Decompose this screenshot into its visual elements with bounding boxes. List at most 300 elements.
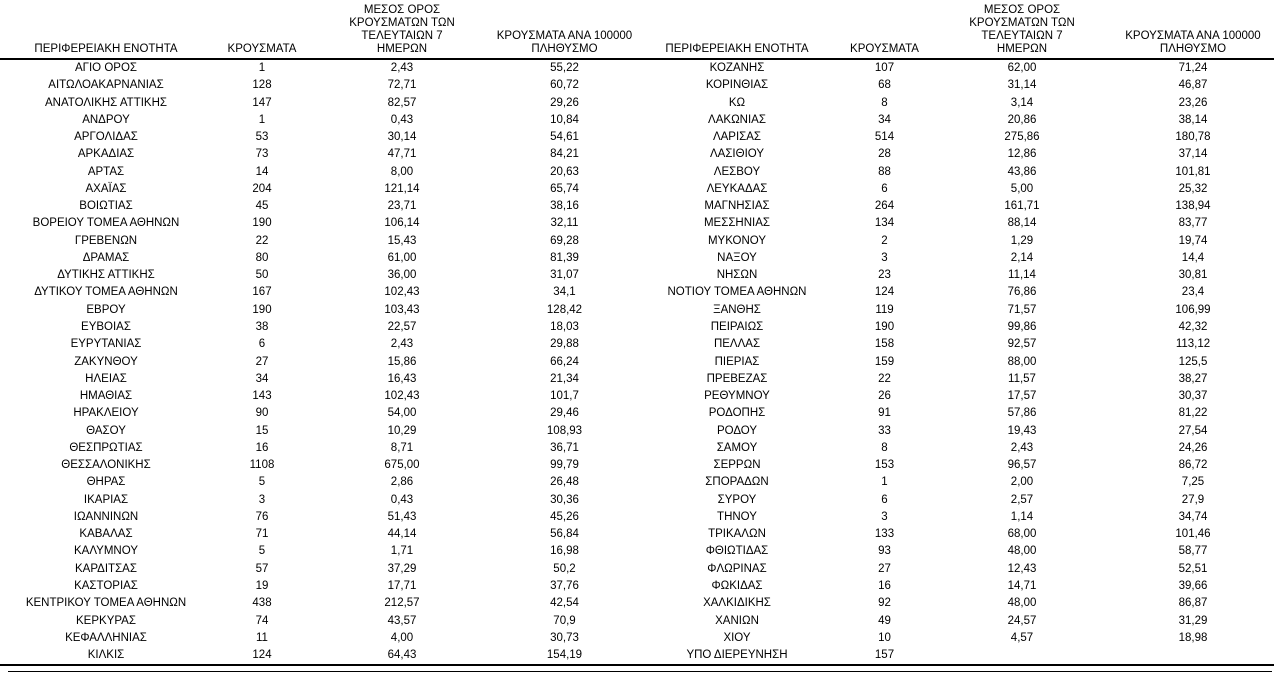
per100k-cell: 71,24 (1178, 62, 1208, 74)
avg7-cell: 2,14 (1010, 251, 1034, 264)
region-cell: ΤΗΝΟΥ (717, 510, 757, 523)
region-cell: ΧΑΛΚΙΔΙΚΗΣ (703, 597, 771, 610)
table-row (637, 164, 1274, 181)
cases-cell: 19 (255, 579, 269, 592)
avg7-cell: 30,14 (387, 131, 417, 144)
avg7-cell: 44,14 (387, 528, 417, 541)
region-cell: ΘΑΣΟΥ (86, 424, 126, 437)
per100k-cell: 24,26 (1178, 441, 1208, 454)
cases-cell: 93 (878, 545, 891, 558)
table-row (0, 302, 637, 319)
table-row (0, 578, 637, 595)
table-row (0, 336, 637, 353)
region-cell: ΖΑΚΥΝΘΟΥ (74, 355, 138, 368)
regional-cases-table-right (637, 4, 1274, 666)
cases-cell: 50 (255, 269, 269, 282)
table-row (637, 181, 1274, 198)
table-row (0, 423, 637, 440)
per100k-cell: 23,26 (1178, 96, 1208, 109)
avg7-cell: 36,00 (387, 269, 417, 282)
per100k-cell: 7,25 (1181, 476, 1205, 489)
table-row (637, 492, 1274, 509)
region-cell: ΛΕΥΚΑΔΑΣ (706, 182, 768, 195)
per100k-cell: 106,99 (1175, 303, 1211, 316)
cases-cell: 124 (252, 649, 272, 662)
avg7-cell: 103,43 (384, 303, 420, 316)
region-cell: ΔΥΤΙΚΗΣ ΑΤΤΙΚΗΣ (57, 269, 155, 282)
avg7-cell: 71,57 (1007, 303, 1037, 316)
cases-cell: 5 (258, 545, 266, 558)
per100k-cell: 58,77 (1178, 545, 1208, 558)
per100k-cell: 86,72 (1178, 459, 1208, 472)
column-header-cases: ΚΡΟΥΣΜΑΤΑ (212, 4, 312, 59)
table-row (637, 146, 1274, 163)
cases-cell: 88 (878, 165, 891, 178)
avg7-cell: 72,71 (387, 79, 417, 92)
cases-cell: 10 (878, 631, 891, 644)
avg7-cell: 23,71 (387, 200, 417, 213)
table-row (0, 95, 637, 112)
avg7-cell: 14,71 (1007, 579, 1037, 592)
region-cell: ΚΑΣΤΟΡΙΑΣ (74, 579, 138, 592)
table-row (0, 630, 637, 647)
header-row (637, 4, 1274, 59)
table-header (637, 4, 1274, 59)
per100k-cell: 101,7 (550, 390, 579, 403)
per100k-cell: 29,26 (550, 96, 579, 109)
cases-cell: 134 (874, 217, 895, 230)
cases-cell: 190 (252, 303, 272, 316)
per100k-cell: 52,51 (1178, 562, 1208, 575)
avg7-cell: 12,86 (1007, 148, 1037, 161)
per100k-cell: 56,84 (550, 528, 579, 541)
table-body-right (637, 59, 1274, 665)
per100k-cell: 26,48 (550, 476, 579, 489)
region-cell: ΘΗΡΑΣ (86, 476, 126, 489)
table-row (637, 250, 1274, 267)
per100k-cell: 83,77 (1178, 217, 1208, 230)
region-cell: ΔΥΤΙΚΟΥ ΤΟΜΕΑ ΑΘΗΝΩΝ (34, 286, 178, 299)
per100k-cell: 30,73 (550, 631, 579, 644)
avg7-cell: 102,43 (384, 286, 420, 299)
region-cell: ΚΕΝΤΡΙΚΟΥ ΤΟΜΕΑ ΑΘΗΝΩΝ (25, 597, 187, 610)
avg7-cell: 2,00 (1010, 476, 1034, 489)
per100k-cell: 125,5 (1178, 355, 1208, 368)
avg7-cell: 64,43 (387, 649, 417, 662)
per100k-cell: 23,4 (1181, 286, 1205, 299)
table-row (637, 578, 1274, 595)
cases-cell: 514 (874, 131, 895, 144)
avg7-cell: 37,29 (387, 562, 417, 575)
table-row (637, 354, 1274, 371)
table-row (0, 164, 637, 181)
avg7-cell: 5,00 (1010, 182, 1034, 195)
avg7-cell: 161,71 (1004, 200, 1040, 213)
table-row (637, 543, 1274, 560)
column-header-avg7: ΜΕΣΟΣ ΟΡΟΣ ΚΡΟΥΣΜΑΤΩΝ ΤΩΝ ΤΕΛΕΥΤΑΙΩΝ 7 ΗΜΕΡΩΝ (312, 4, 492, 59)
table-row (637, 405, 1274, 422)
table-row (0, 233, 637, 250)
per100k-cell: 54,61 (550, 131, 579, 144)
table-row (637, 388, 1274, 405)
table-body-left (0, 59, 637, 665)
column-header-cases: ΚΡΟΥΣΜΑΤΑ (837, 4, 932, 59)
region-cell: ΚΕΦΑΛΛΗΝΙΑΣ (65, 631, 147, 644)
region-cell: ΣΕΡΡΩΝ (713, 459, 761, 472)
region-cell: ΡΟΔΟΠΗΣ (708, 407, 766, 420)
region-cell: ΡΟΔΟΥ (716, 424, 758, 437)
cases-cell: 57 (255, 562, 269, 575)
region-cell: ΑΡΓΟΛΙΔΑΣ (74, 131, 138, 144)
cases-cell: 2 (881, 234, 888, 247)
per100k-cell: 20,63 (550, 165, 579, 178)
cases-cell: 153 (874, 459, 895, 472)
table-row (0, 354, 637, 371)
cases-cell: 8 (881, 441, 888, 454)
cases-cell: 157 (874, 649, 895, 662)
region-cell: ΞΑΝΘΗΣ (713, 303, 761, 316)
cases-cell: 68 (878, 79, 891, 92)
avg7-cell: 57,86 (1007, 407, 1037, 420)
per100k-cell: 32,11 (550, 217, 579, 230)
per100k-cell: 25,32 (1178, 182, 1208, 195)
per100k-cell: 66,24 (550, 355, 579, 368)
avg7-cell: 102,43 (384, 390, 420, 403)
table-row (0, 647, 637, 665)
avg7-cell: 82,57 (387, 96, 417, 109)
region-cell: ΠΙΕΡΙΑΣ (714, 355, 760, 368)
avg7-cell: 106,14 (384, 217, 420, 230)
cases-cell: 49 (878, 614, 891, 627)
per100k-cell: 38,27 (1178, 372, 1208, 385)
region-cell: ΜΕΣΣΗΝΙΑΣ (703, 217, 771, 230)
avg7-cell: 48,00 (1007, 545, 1037, 558)
avg7-cell: 11,57 (1008, 372, 1036, 385)
cases-cell: 22 (255, 234, 269, 247)
cases-cell: 23 (878, 269, 891, 282)
cases-cell: 34 (878, 113, 891, 126)
per100k-cell: 37,76 (550, 579, 579, 592)
cases-cell: 92 (878, 597, 891, 610)
table-row (637, 509, 1274, 526)
avg7-cell: 1,71 (390, 545, 414, 558)
table-row (637, 336, 1274, 353)
per100k-cell: 101,46 (1175, 528, 1211, 541)
per100k-cell: 18,98 (1178, 631, 1208, 644)
cases-cell: 1 (258, 113, 266, 126)
avg7-cell: 2,43 (390, 62, 414, 74)
avg7-cell: 20,86 (1007, 113, 1037, 126)
region-cell: ΠΡΕΒΕΖΑΣ (706, 372, 768, 385)
cases-cell: 80 (255, 251, 269, 264)
per100k-cell (1112, 647, 1274, 665)
region-cell: ΓΡΕΒΕΝΩΝ (74, 234, 138, 247)
table-row (637, 474, 1274, 491)
avg7-cell: 15,86 (387, 355, 417, 368)
region-cell: ΑΝΔΡΟΥ (82, 113, 130, 126)
region-cell: ΙΩΑΝΝΙΝΩΝ (73, 510, 139, 523)
region-cell: ΑΡΤΑΣ (87, 165, 125, 178)
avg7-cell: 3,14 (1010, 96, 1034, 109)
cases-cell: 6 (881, 182, 888, 195)
cases-cell: 28 (878, 148, 891, 161)
per100k-cell: 34,74 (1178, 510, 1208, 523)
region-cell: ΙΚΑΡΙΑΣ (83, 493, 129, 506)
avg7-cell: 19,43 (1007, 424, 1037, 437)
region-cell: ΛΑΚΩΝΙΑΣ (708, 113, 766, 126)
regional-cases-table-left (0, 4, 637, 666)
per100k-cell: 84,21 (550, 148, 579, 161)
region-cell: ΚΑΒΑΛΑΣ (79, 528, 133, 541)
table-row (637, 198, 1274, 215)
column-header-region: ΠΕΡΙΦΕΡΕΙΑΚΗ ΕΝΟΤΗΤΑ (637, 4, 837, 59)
cases-cell: 71 (255, 528, 269, 541)
region-cell: ΦΩΚΙΔΑΣ (711, 579, 763, 592)
avg7-cell: 92,57 (1007, 338, 1037, 351)
header-row (0, 4, 637, 59)
cases-cell: 16 (255, 441, 269, 454)
cases-cell: 15 (255, 424, 269, 437)
per100k-cell: 10,84 (550, 113, 579, 126)
table-row (637, 215, 1274, 232)
cases-cell: 133 (874, 528, 895, 541)
cases-cell: 74 (255, 614, 269, 627)
per100k-cell: 30,37 (1178, 390, 1208, 403)
table-row (0, 509, 637, 526)
avg7-cell: 15,43 (387, 234, 417, 247)
table-row (637, 112, 1274, 129)
region-cell: ΛΑΣΙΘΙΟΥ (709, 148, 765, 161)
avg7-cell: 61,00 (387, 251, 417, 264)
table-row (637, 95, 1274, 112)
per100k-cell: 81,22 (1178, 407, 1208, 420)
avg7-cell: 76,86 (1007, 286, 1037, 299)
table-row (0, 457, 637, 474)
region-cell: ΧΙΟΥ (723, 631, 751, 644)
region-cell: ΘΕΣΣΑΛΟΝΙΚΗΣ (61, 459, 151, 472)
table-row (0, 388, 637, 405)
table-row (0, 492, 637, 509)
region-cell: ΒΟΙΩΤΙΑΣ (79, 200, 133, 213)
region-cell: ΥΠΟ ΔΙΕΡΕΥΝΗΣΗ (686, 649, 788, 662)
avg7-cell: 24,57 (1007, 614, 1037, 627)
table-row (0, 77, 637, 94)
per100k-cell: 138,94 (1175, 200, 1211, 213)
region-cell: ΚΟΡΙΝΘΙΑΣ (705, 79, 769, 92)
cases-cell: 3 (881, 510, 888, 523)
avg7-cell: 47,71 (387, 148, 417, 161)
per100k-cell: 42,54 (550, 597, 579, 610)
table-row (637, 647, 1274, 665)
avg7-cell: 96,57 (1007, 459, 1037, 472)
region-cell: ΗΛΕΙΑΣ (85, 372, 127, 385)
cases-cell: 90 (255, 407, 269, 420)
table-row (0, 474, 637, 491)
footer-rule (8, 671, 1272, 672)
region-cell: ΑΙΤΩΛΟΑΚΑΡΝΑΝΙΑΣ (48, 79, 164, 92)
cases-cell: 147 (252, 96, 272, 109)
region-cell: ΠΕΙΡΑΙΩΣ (710, 320, 764, 333)
regional-cases-tables (0, 4, 1274, 666)
avg7-cell: 31,14 (1007, 79, 1037, 92)
table-row (0, 526, 637, 543)
table-row (0, 129, 637, 146)
table-row (637, 284, 1274, 301)
region-cell: ΚΙΛΚΙΣ (87, 649, 125, 662)
region-cell: ΛΑΡΙΣΑΣ (712, 131, 762, 144)
cases-cell: 14 (255, 165, 269, 178)
per100k-cell: 42,32 (1178, 320, 1208, 333)
table-row (637, 440, 1274, 457)
cases-cell: 8 (881, 96, 888, 109)
table-row (0, 284, 637, 301)
table-row (637, 595, 1274, 612)
avg7-cell: 275,86 (1004, 131, 1040, 144)
avg7-cell: 17,71 (387, 579, 417, 592)
per100k-cell: 18,03 (550, 320, 579, 333)
cases-cell: 76 (255, 510, 269, 523)
region-cell: ΣΥΡΟΥ (717, 493, 757, 506)
per100k-cell: 37,14 (1178, 148, 1208, 161)
column-header-per100k: ΚΡΟΥΣΜΑΤΑ ΑΝΑ 100000 ΠΛΗΘΥΣΜΟ (492, 4, 637, 59)
avg7-cell: 2,57 (1010, 493, 1034, 506)
column-header-per100k: ΚΡΟΥΣΜΑΤΑ ΑΝΑ 100000 ΠΛΗΘΥΣΜΟ (1112, 4, 1274, 59)
table-row (0, 543, 637, 560)
per100k-cell: 99,79 (550, 459, 579, 472)
per100k-cell: 38,14 (1178, 113, 1208, 126)
cases-cell: 33 (878, 424, 891, 437)
region-cell: ΗΡΑΚΛΕΙΟΥ (73, 407, 139, 420)
cases-cell: 128 (252, 79, 272, 92)
per100k-cell: 46,87 (1178, 79, 1208, 92)
table-row (637, 77, 1274, 94)
per100k-cell: 31,29 (1178, 614, 1208, 627)
avg7-cell: 99,86 (1007, 320, 1037, 333)
cases-cell: 26 (878, 390, 891, 403)
region-cell: ΤΡΙΚΑΛΩΝ (708, 528, 766, 541)
avg7-cell (932, 647, 1112, 665)
cases-cell: 22 (878, 372, 891, 385)
cases-cell: 3 (258, 493, 266, 506)
per100k-cell: 38,16 (550, 200, 579, 213)
region-cell: ΜΑΓΝΗΣΙΑΣ (704, 200, 770, 213)
avg7-cell: 4,00 (390, 631, 414, 644)
table-row (0, 112, 637, 129)
per100k-cell: 70,9 (553, 614, 576, 627)
cases-cell: 143 (252, 390, 272, 403)
table-row (0, 595, 637, 612)
avg7-cell: 212,57 (384, 597, 420, 610)
region-cell: ΦΛΩΡΙΝΑΣ (707, 562, 767, 575)
region-cell: ΑΓΙΟ ΟΡΟΣ (74, 62, 137, 74)
per100k-cell: 180,78 (1175, 131, 1211, 144)
table-row (637, 526, 1274, 543)
avg7-cell: 88,14 (1007, 217, 1037, 230)
region-cell: ΗΜΑΘΙΑΣ (79, 390, 133, 403)
per100k-cell: 45,26 (550, 510, 579, 523)
table-row (637, 233, 1274, 250)
avg7-cell: 2,86 (390, 476, 414, 489)
per100k-cell: 55,22 (550, 62, 579, 74)
table-row (0, 267, 637, 284)
cases-cell: 91 (878, 407, 891, 420)
table-row (0, 181, 637, 198)
table-row (637, 630, 1274, 647)
table-row (0, 59, 637, 77)
table-header (0, 4, 637, 59)
cases-cell: 124 (874, 286, 895, 299)
cases-cell: 16 (878, 579, 891, 592)
per100k-cell: 69,28 (550, 234, 579, 247)
table-row (0, 146, 637, 163)
cases-cell: 27 (255, 355, 269, 368)
cases-cell: 5 (258, 476, 266, 489)
cases-cell: 1 (258, 62, 266, 74)
table-row (637, 59, 1274, 77)
cases-cell: 107 (874, 62, 895, 74)
column-header-avg7: ΜΕΣΟΣ ΟΡΟΣ ΚΡΟΥΣΜΑΤΩΝ ΤΩΝ ΤΕΛΕΥΤΑΙΩΝ 7 ΗΜΕΡΩΝ (932, 4, 1112, 59)
table-row (637, 613, 1274, 630)
per100k-cell: 16,98 (550, 545, 579, 558)
cases-cell: 45 (255, 200, 269, 213)
avg7-cell: 62,00 (1007, 62, 1037, 74)
avg7-cell: 22,57 (387, 320, 417, 333)
per100k-cell: 60,72 (550, 79, 579, 92)
region-cell: ΕΥΡΥΤΑΝΙΑΣ (70, 338, 142, 351)
per100k-cell: 86,87 (1178, 597, 1208, 610)
table-row (0, 440, 637, 457)
avg7-cell: 43,86 (1007, 165, 1037, 178)
avg7-cell: 11,14 (1008, 269, 1036, 282)
table-row (637, 423, 1274, 440)
region-cell: ΚΑΡΔΙΤΣΑΣ (75, 562, 137, 575)
per100k-cell: 108,93 (546, 424, 583, 437)
per100k-cell: 27,9 (1181, 493, 1205, 506)
per100k-cell: 50,2 (553, 562, 576, 575)
region-cell: ΚΩ (728, 96, 746, 109)
table-row (0, 250, 637, 267)
region-cell: ΜΥΚΟΝΟΥ (707, 234, 767, 247)
per100k-cell: 81,39 (550, 251, 579, 264)
column-header-region: ΠΕΡΙΦΕΡΕΙΑΚΗ ΕΝΟΤΗΤΑ (0, 4, 212, 59)
avg7-cell: 12,43 (1007, 562, 1037, 575)
region-cell: ΚΟΖΑΝΗΣ (709, 62, 765, 74)
avg7-cell: 1,29 (1010, 234, 1034, 247)
cases-cell: 34 (255, 372, 269, 385)
per100k-cell: 29,46 (550, 407, 579, 420)
per100k-cell: 27,54 (1178, 424, 1208, 437)
per100k-cell: 19,74 (1178, 234, 1208, 247)
cases-cell: 190 (252, 217, 272, 230)
cases-cell: 6 (881, 493, 888, 506)
avg7-cell: 4,57 (1010, 631, 1034, 644)
table-row (0, 613, 637, 630)
per100k-cell: 101,81 (1175, 165, 1211, 178)
cases-cell: 1108 (249, 459, 275, 472)
per100k-cell: 65,74 (550, 182, 579, 195)
table-row (0, 319, 637, 336)
avg7-cell: 2,43 (1010, 441, 1034, 454)
cases-cell: 73 (255, 148, 269, 161)
region-cell: ΒΟΡΕΙΟΥ ΤΟΜΕΑ ΑΘΗΝΩΝ (32, 217, 180, 230)
region-cell: ΧΑΝΙΩΝ (715, 614, 759, 627)
region-cell: ΡΕΘΥΜΝΟΥ (704, 390, 770, 403)
region-cell: ΠΕΛΛΑΣ (713, 338, 761, 351)
table-row (637, 457, 1274, 474)
per100k-cell: 30,36 (550, 493, 579, 506)
per100k-cell: 154,19 (546, 649, 583, 662)
cases-cell: 38 (255, 320, 269, 333)
